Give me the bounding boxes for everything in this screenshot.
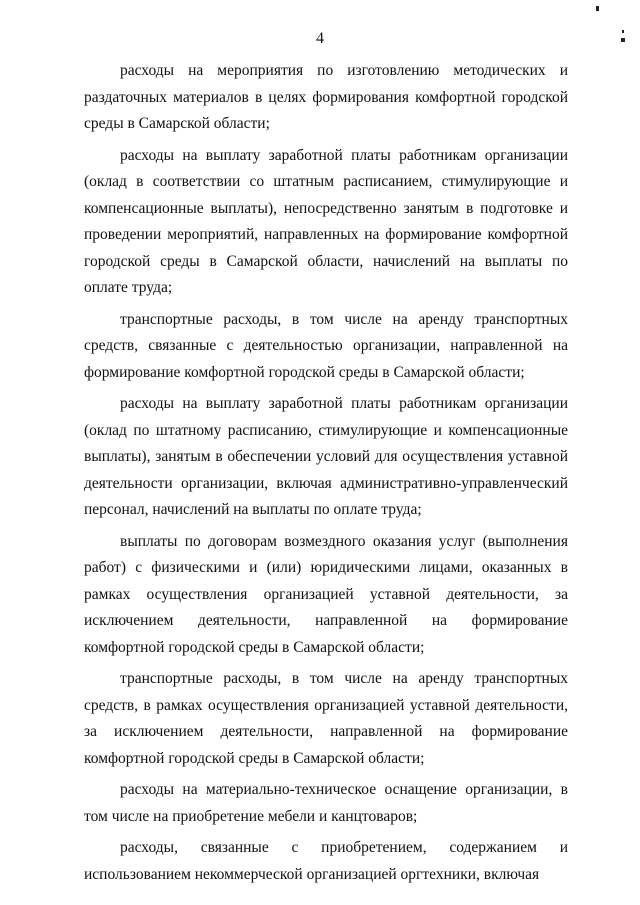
scan-artifact — [596, 6, 599, 11]
paragraph: расходы, связанные с приобретением, содержанием и использованием некоммерческой организацией оргтехники, включая — [84, 839, 568, 883]
document-body — [84, 58, 568, 893]
paragraph: выплаты по договорам возмездного оказания услуг (выполнения работ) с физическими и (или) юридическими лицами, оказанных в рамках осуществления организацией уставной деятельности, за исключением деятельности, направленной на формирование комфортной городской среды в Самарской области; — [84, 532, 568, 656]
paragraph: транспортные расходы, в том числе на аренду транспортных средств, в рамках осуществления организацией уставной деятельности, за исключением деятельности, направленной на формирование комфортной городской среды в Самарской области; — [84, 670, 568, 767]
paragraph: расходы на выплату заработной платы работникам организации (оклад по штатному расписанию, стимулирующие и компенсационные выплаты), занятым в обеспечении условий для осуществления уставной деятельности организации, включая административно-управленческий персонал, начислений на выплаты по оплате труда; — [84, 395, 568, 518]
page-number: 4 — [316, 30, 324, 47]
paragraph: расходы на мероприятия по изготовлению методических и раздаточных материалов в целях формирования комфортной городской среды в Самарской области; — [84, 62, 568, 132]
paragraph: расходы на выплату заработной платы работникам организации (оклад в соответствии со штатным расписанием, стимулирующие и компенсационные выплаты), непосредственно занятым в подготовке и проведении мероприятий, направленных на формирование комфортной городской среды в Самарской области, начислений на выплаты по оплате труда; — [84, 146, 568, 296]
paragraph: транспортные расходы, в том числе на аренду транспортных средств, связанные с деятельностью организации, направленной на формирование комфортной городской среды в Самарской области; — [84, 310, 568, 381]
paragraph: расходы на материально-техническое оснащение организации, в том числе на приобретение мебели и канцтоваров; — [84, 781, 568, 825]
